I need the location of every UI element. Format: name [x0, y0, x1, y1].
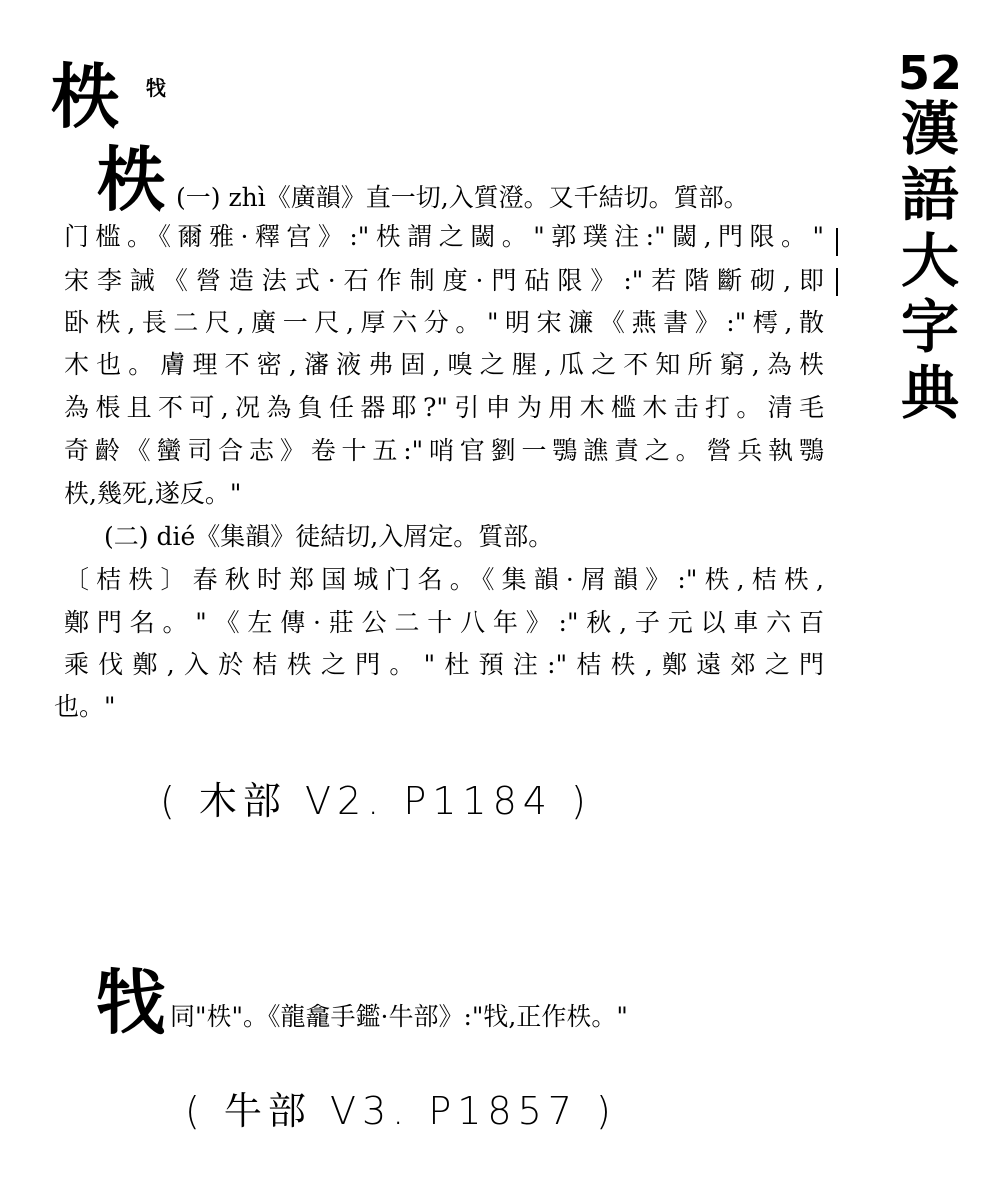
margin-mark — [836, 268, 838, 296]
entry-line-5: 木也。膚理不密,瀋液弗固,嗅之腥,瓜之不知所窮,為柣 — [64, 350, 824, 379]
heading-character: 柣 — [50, 55, 120, 138]
handwritten-reference-1: ( 木部 V2. P1184 ) — [160, 779, 592, 823]
entry-line-9: (二) dié《集韻》徒結切,入屑定。質部。 — [104, 522, 554, 551]
entry-line-12: 乘伐鄭,入於桔柣之門。"杜預注:"桔柣,鄭遠郊之門 — [64, 650, 824, 679]
entry-line-2: 门槛。《爾雅·釋宫》:"柣謂之閾。"郭璞注:"閾,門限。" — [64, 222, 824, 251]
entry-line-4: 卧柣,長二尺,廣一尺,厚六分。"明宋濂《燕書》:"樗,散 — [64, 308, 824, 337]
entry-line-10: 〔桔柣〕春秋时郑国城门名。《集韻·屑韻》:"柣,桔柣, — [64, 565, 824, 594]
entry-line-8: 柣,幾死,遂反。" — [64, 479, 242, 508]
dictionary-title — [898, 46, 963, 430]
entry-line-13: 也。" — [54, 692, 116, 721]
handwritten-reference-2: ( 牛部 V3. P1857 ) — [185, 1089, 617, 1133]
title-char-1: 漢 — [900, 95, 959, 163]
entry-line-6: 為棖且不可,况為負任器耶?"引申为用木槛木击打。清毛 — [64, 393, 824, 422]
title-char-4: 字 — [900, 293, 959, 361]
margin-mark — [836, 228, 838, 256]
entry-line-7: 奇齡《蠻司合志》卷十五:"哨官劉一鶚譙責之。營兵執鶚 — [64, 436, 824, 465]
title-char-2: 語 — [900, 161, 959, 229]
volume-number: 52 — [898, 46, 963, 100]
heading-variant-character: 牫 — [146, 76, 166, 100]
title-char-5: 典 — [900, 359, 959, 427]
entry-line-11: 鄭門名。"《左傳·莊公二十八年》:"秋,子元以車六百 — [64, 608, 824, 637]
entry2-headword: 牫 — [96, 961, 166, 1044]
entry-line-3: 宋李誡《營造法式·石作制度·門砧限》:"若階斷砌,即 — [64, 266, 824, 295]
entry2-text: 同"柣"。《龍龕手鑑·牛部》:"牫,正作柣。" — [170, 1002, 628, 1031]
title-char-3: 大 — [900, 227, 959, 295]
entry-line-1: (一) zhì《廣韻》直一切,入質澄。又千結切。質部。 — [176, 183, 749, 212]
entry-headword: 柣 — [96, 138, 166, 221]
